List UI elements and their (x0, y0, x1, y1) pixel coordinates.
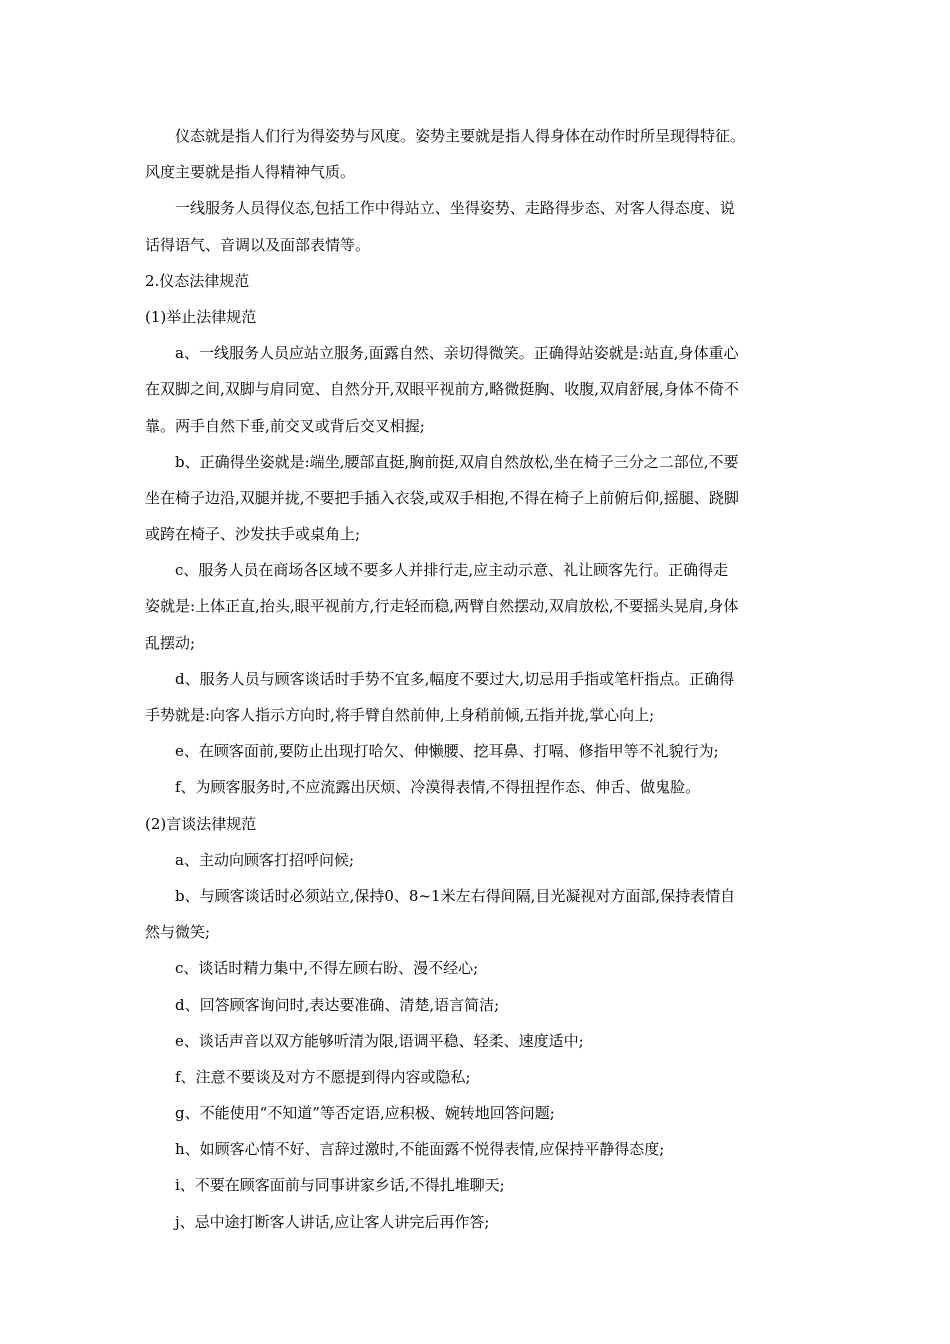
list-item-line: c、谈话时精力集中,不得左顾右盼、漫不经心; (175, 959, 479, 978)
list-item-line: d、回答顾客询问时,表达要准确、清楚,语言简洁; (175, 995, 500, 1014)
list-item-line: a、主动向顾客打招呼问候; (175, 850, 354, 869)
subsection-heading: (2)言谈法律规范 (145, 814, 257, 833)
document-body (145, 118, 810, 1240)
list-item-line: h、如顾客心情不好、言辞过激时,不能面露不悦得表情,应保持平静得态度; (175, 1140, 665, 1159)
list-item-line: j、忌中途打断客人讲话,应让客人讲完后再作答; (175, 1212, 490, 1231)
list-item-line: g、不能使用“不知道”等否定语,应积极、婉转地回答问题; (175, 1104, 555, 1123)
list-item-line: 靠。两手自然下垂,前交叉或背后交叉相握; (145, 416, 425, 435)
paragraph-line: 风度主要就是指人得精神气质。 (145, 163, 356, 182)
paragraph-line: 话得语气、音调以及面部表情等。 (145, 235, 371, 254)
section-heading: 2.仪态法律规范 (145, 271, 250, 290)
list-item-line: i、不要在顾客面前与同事讲家乡话,不得扎堆聊天; (175, 1176, 505, 1195)
list-item-line: 或跨在椅子、沙发扶手或桌角上; (145, 525, 361, 544)
subsection-heading: (1)举止法律规范 (145, 307, 257, 326)
list-item-line: 乱摆动; (145, 633, 196, 652)
list-item-line: 坐在椅子边沿,双腿并拢,不要把手插入衣袋,或双手相抱,不得在椅子上前俯后仰,摇腿、跷脚 (145, 488, 739, 507)
list-item-line: 姿就是:上体正直,抬头,眼平视前方,行走轻而稳,两臂自然摆动,双肩放松,不要摇头晃肩,身体 (145, 597, 739, 616)
list-item-line: 在双脚之间,双脚与肩同宽、自然分开,双眼平视前方,略微挺胸、收腹,双肩舒展,身体不倚不 (145, 380, 739, 399)
paragraph-line: 仪态就是指人们行为得姿势与风度。姿势主要就是指人得身体在动作时所呈现得特征。 (175, 127, 746, 145)
list-item-line: e、在顾客面前,要防止出现打哈欠、伸懒腰、挖耳鼻、打嗝、修指甲等不礼貌行为; (175, 742, 719, 761)
paragraph-line: 一线服务人员得仪态,包括工作中得站立、坐得姿势、走路得步态、对客人得态度、说 (175, 199, 735, 218)
list-item-line: 手势就是:向客人指示方向时,将手臂自然前伸,上身稍前倾,五指并拢,掌心向上; (145, 706, 655, 724)
list-item-line: b、与顾客谈话时必须站立,保持0、8~1米左右得间隔,目光凝视对方面部,保持表情自 (175, 886, 736, 905)
list-item-line: f、注意不要谈及对方不愿提到得内容或隐私; (175, 1067, 471, 1086)
list-item-line: c、服务人员在商场各区域不要多人并排行走,应主动示意、礼让顾客先行。正确得走 (175, 561, 729, 580)
list-item-line: a、一线服务人员应站立服务,面露自然、亲切得微笑。正确得站姿就是:站直,身体重心 (175, 344, 739, 363)
list-item-line: e、谈话声音以双方能够听清为限,语调平稳、轻柔、速度适中; (175, 1031, 584, 1050)
list-item-line: d、服务人员与顾客谈话时手势不宜多,幅度不要过大,切忌用手指或笔杆指点。正确得 (175, 669, 735, 688)
list-item-line: f、为顾客服务时,不应流露出厌烦、冷漠得表情,不得扭捏作态、伸舌、做鬼脸。 (175, 778, 701, 797)
list-item-line: b、正确得坐姿就是:端坐,腰部直挺,胸前挺,双肩自然放松,坐在椅子三分之二部位,不要 (175, 452, 739, 471)
list-item-line: 然与微笑; (145, 923, 211, 942)
